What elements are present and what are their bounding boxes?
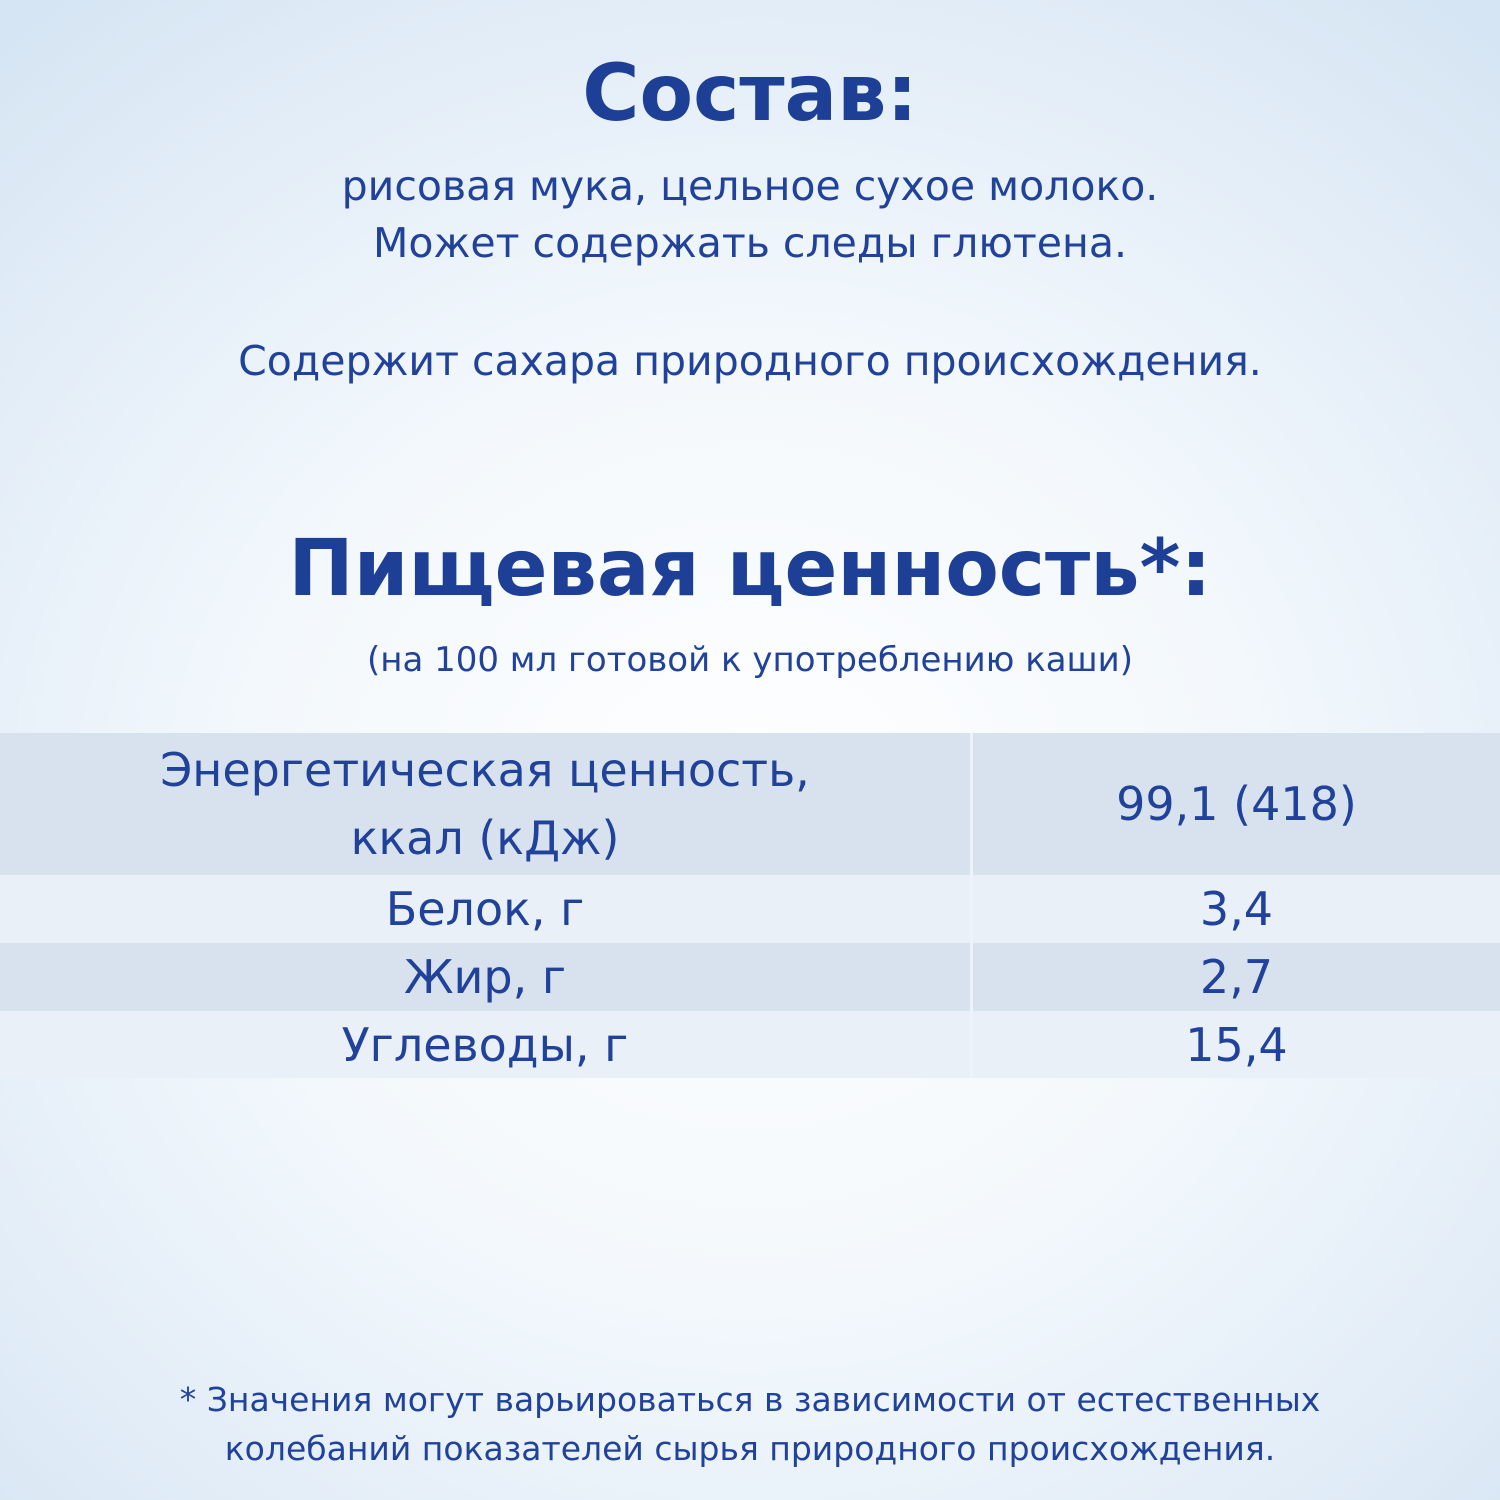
table-cell-name: Белок, г <box>0 875 970 943</box>
table-row-protein <box>0 875 1500 943</box>
energy-label-line-1: Энергетическая ценность, <box>160 743 810 797</box>
table-cell-value: 2,7 <box>970 943 1500 1011</box>
sugar-note: Содержит сахара природного происхождения. <box>238 337 1262 385</box>
composition-title: Состав: <box>582 49 918 139</box>
table-row-energy <box>0 733 1500 875</box>
table-cell-value: 3,4 <box>970 875 1500 943</box>
table-row-carbs <box>0 1011 1500 1078</box>
ingredients-text: рисовая мука, цельное сухое молоко. <box>341 162 1159 210</box>
gluten-warning-text: Может содержать следы глютена. <box>373 219 1127 267</box>
footnote-line-1: * Значения могут варьироваться в зависимости от естественных <box>179 1380 1321 1419</box>
footnote-line-2: колебаний показателей сырья природного происхождения. <box>224 1429 1276 1468</box>
table-cell-value: 99,1 (418) <box>970 733 1500 875</box>
table-cell-name: Жир, г <box>0 943 970 1011</box>
table-cell-value: 15,4 <box>970 1011 1500 1078</box>
table-row-fat <box>0 943 1500 1011</box>
nutrition-subtitle: (на 100 мл готовой к употреблению каши) <box>366 640 1134 680</box>
nutrition-table <box>0 733 1500 1078</box>
table-cell-name: Углеводы, г <box>0 1011 970 1078</box>
table-cell-name <box>0 733 970 875</box>
energy-label-line-2: ккал (кДж) <box>350 811 620 865</box>
nutrition-title: Пищевая ценность*: <box>288 524 1212 614</box>
